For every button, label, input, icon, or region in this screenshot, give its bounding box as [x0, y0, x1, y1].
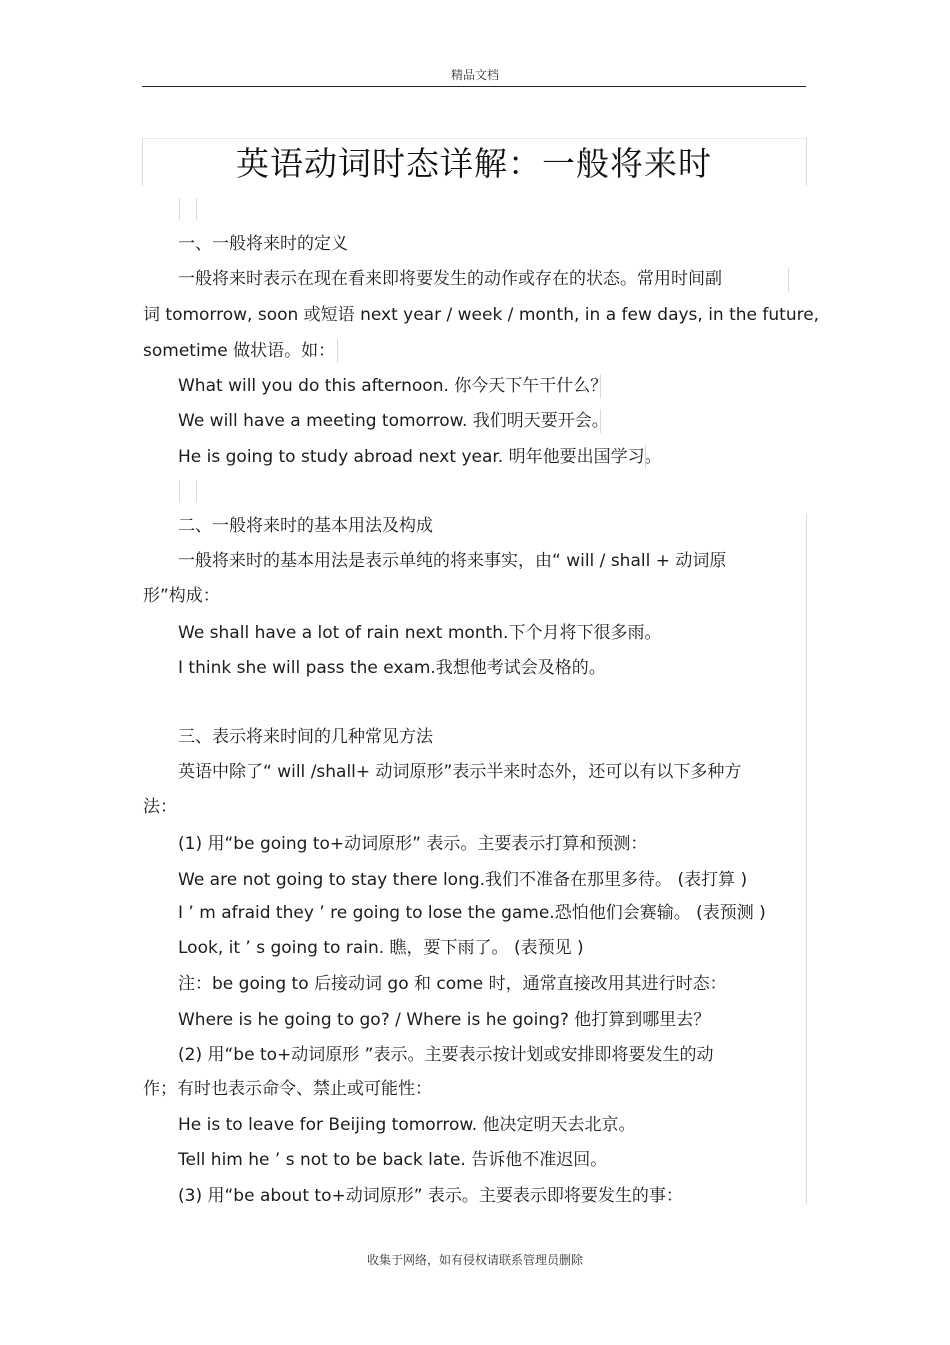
example-line: We shall have a lot of rain next month.下个月将下很多雨。 [178, 623, 662, 643]
paragraph-line: 形”构成： [143, 586, 220, 606]
example-line: What will you do this afternoon. 你今天下午干什么？ [178, 376, 608, 396]
note-line: 注：be going to 后接动词 go 和 come 时，通常直接改用其进行时态： [178, 974, 727, 994]
header-rule [142, 86, 806, 87]
content-line: I ’ m afraid they ’ re going to lose the game.恐怕他们会赛输。 (表预测 ) [178, 903, 766, 923]
frame-line [806, 138, 807, 186]
frame-line [645, 445, 646, 469]
content-line: Look, it ’ s going to rain. 瞧，要下雨了。 (表预见 ) [178, 938, 584, 958]
frame-line [337, 339, 338, 363]
content-line: (1) 用“be going to+动词原形” 表示。主要表示打算和预测： [178, 834, 648, 854]
page-footer: 收集于网络，如有侵权请联系管理员删除 [366, 1253, 583, 1267]
document-title: 英语动词时态详解：一般将来时 [236, 144, 712, 183]
section-heading: 二、一般将来时的基本用法及构成 [178, 516, 433, 536]
content-line: Where is he going to go? / Where is he going? 他打算到哪里去？ [178, 1010, 711, 1030]
content-line: We are not going to stay there long.我们不准备在那里多待。 (表打算 ) [178, 870, 748, 890]
frame-line [179, 480, 180, 502]
frame-line [179, 198, 180, 220]
paragraph-line: 词 tomorrow, soon 或短语 next year / week / month, in a few days, in the future, [143, 305, 820, 325]
frame-line [600, 409, 601, 433]
section-heading: 三、表示将来时间的几种常见方法 [178, 727, 433, 747]
paragraph-line: 一般将来时表示在现在看来即将要发生的动作或存在的状态。常用时间副 [178, 269, 722, 289]
paragraph-line: 法： [143, 797, 177, 817]
frame-line [196, 480, 197, 502]
section-heading: 一、一般将来时的定义 [178, 234, 348, 254]
frame-line [600, 374, 601, 398]
content-line: He is to leave for Beijing tomorrow. 他决定明天去北京。 [178, 1115, 636, 1135]
example-line: He is going to study abroad next year. 明年他要出国学习。 [178, 447, 662, 467]
example-line: We will have a meeting tomorrow. 我们明天要开会。 [178, 411, 609, 431]
content-line: Tell him he ’ s not to be back late. 告诉他不准迟回。 [178, 1150, 608, 1170]
content-line: 作；有时也表示命令、禁止或可能性： [143, 1079, 432, 1099]
frame-line [806, 514, 807, 1204]
example-line: I think she will pass the exam.我想他考试会及格的。 [178, 658, 606, 678]
page-header: 精品文档 [450, 68, 499, 82]
frame-line [196, 198, 197, 220]
content-line: (3) 用“be about to+动词原形” 表示。主要表示即将要发生的事： [178, 1186, 683, 1206]
paragraph-line: 英语中除了“ will /shall+ 动词原形”表示半来时态外，还可以有以下多种方 [178, 762, 742, 782]
paragraph-line: 一般将来时的基本用法是表示单纯的将来事实，由“ will / shall + 动词原 [178, 551, 727, 571]
paragraph-line: sometime 做状语。如： [143, 341, 336, 361]
content-line: (2) 用“be to+动词原形 ”表示。主要表示按计划或安排即将要发生的动 [178, 1045, 714, 1065]
frame-line [788, 268, 789, 292]
